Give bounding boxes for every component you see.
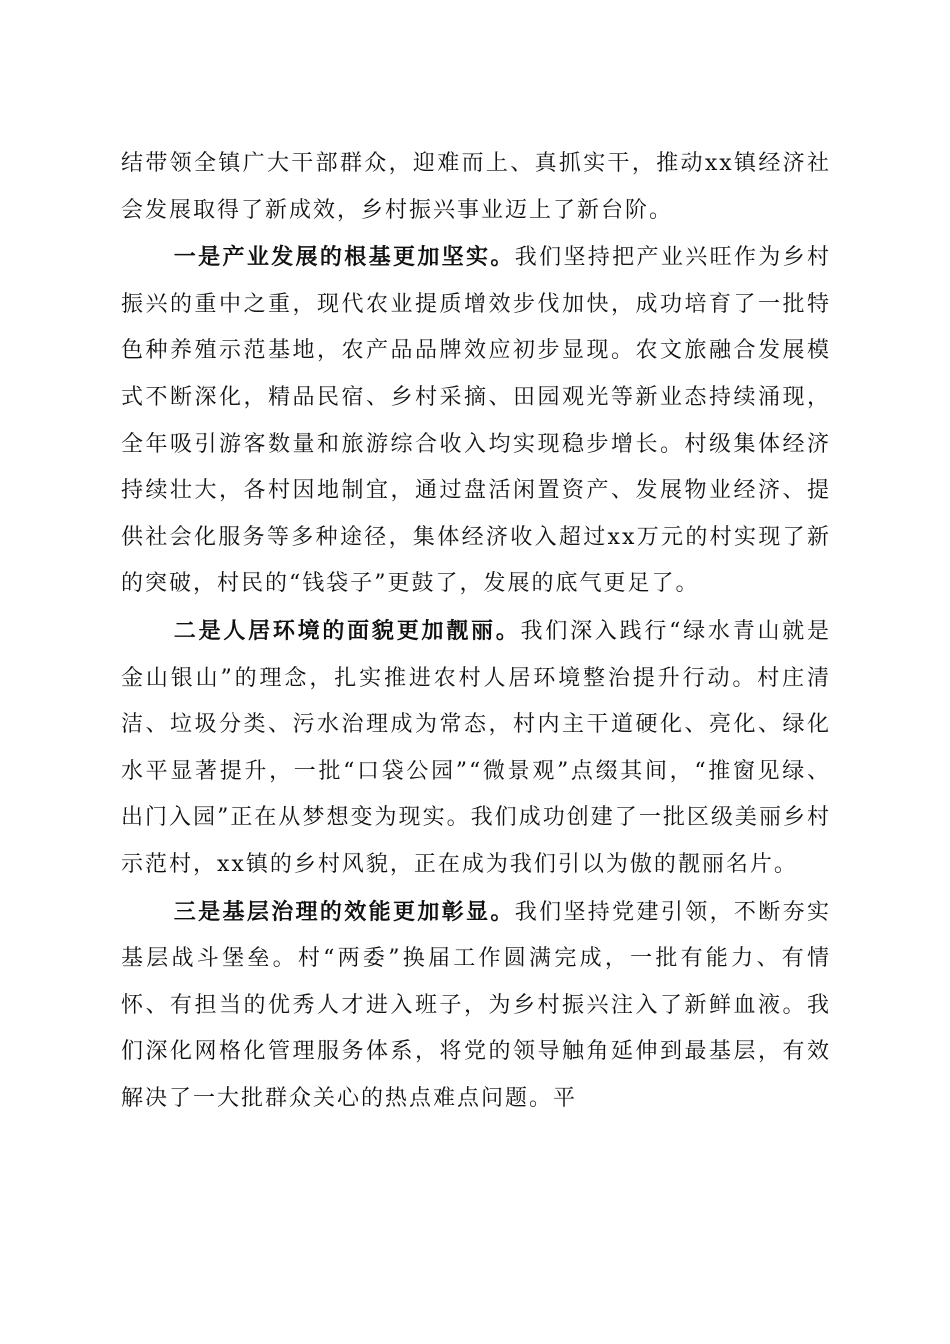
paragraph-text: 结带领全镇广大干部群众，迎难而上、真抓实干，推动xx镇经济社会发展取得了新成效，乡村振兴事业迈上了新台阶。 <box>121 151 831 223</box>
paragraph-text: 我们深入践行“绿水青山就是金山银山”的理念，扎实推进农村人居环境整治提升行动。村庄清洁、垃圾分类、污水治理成为常态，村内主干道硬化、亮化、绿化水平显著提升，一批“口袋公园”“微景观”点缀其间，“推窗见绿、出门入园”正在从梦想变为现实。我们成功创建了一批区级美丽乡村示范村，xx镇的乡村风貌，正在成为我们引以为傲的靓丽名片。 <box>121 618 831 877</box>
paragraph-lead: 二是人居环境的面貌更加靓丽。 <box>173 617 521 644</box>
paragraph-text: 我们坚持党建引领，不断夯实基层战斗堡垒。村“两委”换届工作圆满完成，一批有能力、有情怀、有担当的优秀人才进入班子，为乡村振兴注入了新鲜血液。我们深化网格化管理服务体系，将党的领导触角延伸到最基层，有效解决了一大批群众关心的热点难点问题。平 <box>121 899 831 1111</box>
paragraph-text: 我们坚持把产业兴旺作为乡村振兴的重中之重，现代农业提质增效步伐加快，成功培育了一批特色种养殖示范基地，农产品品牌效应初步显现。农文旅融合发展模式不断深化，精品民宿、乡村采摘、田园观光等新业态持续涌现，全年吸引游客数量和旅游综合收入均实现稳步增长。村级集体经济持续壮大，各村因地制宜，通过盘活闲置资产、发展物业经济、提供社会化服务等多种途径，集体经济收入超过xx万元的村实现了新的突破，村民的“钱袋子”更鼓了，发展的底气更足了。 <box>121 245 831 597</box>
paragraph-intro <box>121 140 831 234</box>
paragraph-environment <box>121 608 831 889</box>
body-text <box>121 140 831 1122</box>
paragraph-lead: 三是基层治理的效能更加彰显。 <box>173 898 515 925</box>
paragraph-lead: 一是产业发展的根基更加坚实。 <box>173 244 515 271</box>
paragraph-industry <box>121 234 831 608</box>
paragraph-governance <box>121 889 831 1123</box>
